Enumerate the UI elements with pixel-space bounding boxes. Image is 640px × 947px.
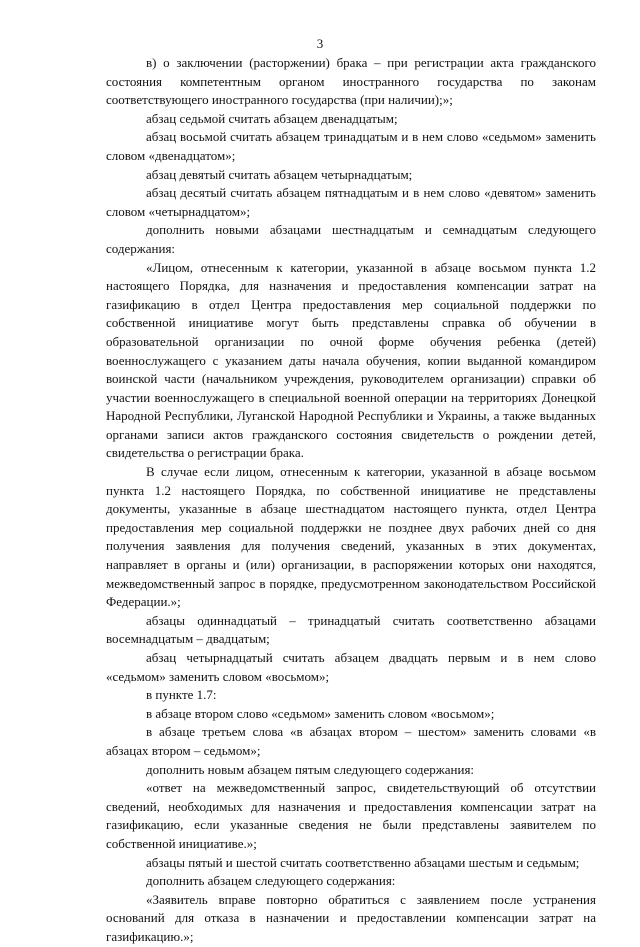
paragraph-quote-response: «ответ на межведомственный запрос, свидетельствующий об отсутствии сведений, необходимых для назначения и предоставления компенсации затрат на газификацию, если указанные сведения не были представлены заявителем по собственной инициативе.»; xyxy=(106,780,596,851)
paragraph-second-abzac-change: в абзаце втором слово «седьмом» заменить словом «восьмом»; xyxy=(146,705,495,721)
paragraph-add-fifth: дополнить новым абзацем пятым следующего содержания: xyxy=(146,761,475,777)
paragraph-add-abzac: дополнить абзацем следующего содержания: xyxy=(146,873,396,889)
paragraph-marriage-subpoint: в) о заключении (расторжении) брака – при регистрации акта гражданского состояния компетентным органом иностранного государства по законам соответствующего иностранного государства (при наличии);»; xyxy=(106,55,596,108)
paragraph-third-abzac-change: в абзаце третьем слова «в абзацах втором – шестом» заменить словами «в абзацах втором – седьмом»; xyxy=(106,724,596,758)
paragraph-quote-category-persons: «Лицом, отнесенным к категории, указанной в абзаце восьмом пункта 1.2 настоящего Порядка, для назначения и предоставления компенсации затрат на газификацию в отдел Центра предоставления мер социальной поддержки по собственной инициативе могут быть представлены справка об обучении в образовательной организации по очной форме обучения ребенка (детей) военнослужащего с указанием даты начала обучения, копии выданной командиром воинской части (начальником учреждения, руководителем организации) справки об участии военнослужащего в специальной военной операции на территориях Донецкой Народной Республики, Луганской Народной Республики и Украины, а также выданных органами записи актов гражданского состояния свидетельств о рождении детей, свидетельства о регистрации брака. xyxy=(106,259,596,461)
paragraph-fourteenth-renumber: абзац четырнадцатый считать абзацем двадцать первым и в нем слово «седьмом» заменить словом «восьмом»; xyxy=(106,650,596,684)
paragraph-quote-interagency-request: В случае если лицом, отнесенным к категории, указанной в абзаце восьмом пункта 1.2 настоящего Порядка, по собственной инициативе не представлены документы, указанные в абзаце шестнадцатом настоящего пункта, отдел Центра предоставления мер социальной поддержки не позднее двух рабочих дней со дня получения заявления для получения сведений, указанных в этих документах, направляет в органы и (или) организации, в распоряжении которых они находятся, межведомственный запрос в порядке, предусмотренном законодательством Российской Федерации.»; xyxy=(106,464,596,610)
paragraph-add-sixteenth-seventeenth: дополнить новыми абзацами шестнадцатым и семнадцатым следующего содержания: xyxy=(106,222,596,256)
page-number: 3 xyxy=(316,36,324,51)
document-body xyxy=(106,54,596,947)
paragraph-ninth-to-fourteenth: абзац девятый считать абзацем четырнадцатым; xyxy=(146,166,413,182)
paragraph-seventh-to-twelfth: абзац седьмой считать абзацем двенадцатым; xyxy=(146,110,398,126)
paragraph-tenth-to-fifteenth: абзац десятый считать абзацем пятнадцатым и в нем слово «девятом» заменить словом «четырнадцатом»; xyxy=(106,185,596,219)
paragraph-point-1-7: в пункте 1.7: xyxy=(146,687,217,703)
paragraph-fifth-sixth-renumber: абзацы пятый и шестой считать соответственно абзацами шестым и седьмым; xyxy=(146,854,580,870)
paragraph-eighth-to-thirteenth: абзац восьмой считать абзацем тринадцатым и в нем слово «седьмом» заменить словом «двенадцатом»; xyxy=(106,129,596,163)
paragraph-eleventh-thirteenth-renumber: абзацы одиннадцатый – тринадцатый считать соответственно абзацами восемнадцатым – двадцатым; xyxy=(106,612,596,647)
paragraph-quote-reapply: «Заявитель вправе повторно обратиться с заявлением после устранения оснований для отказа в назначении и предоставлении компенсации затрат на газификацию.»; xyxy=(106,891,596,944)
